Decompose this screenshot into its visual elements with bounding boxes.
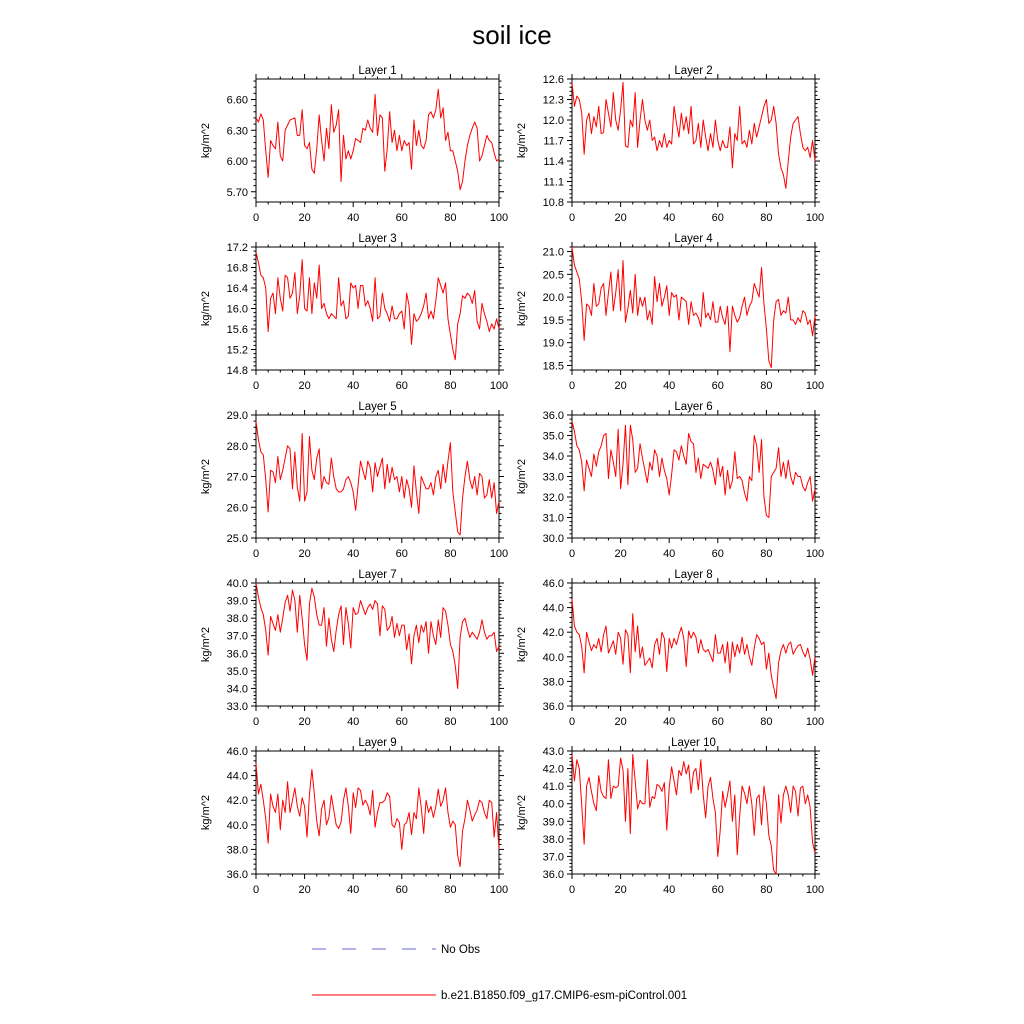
- y-tick-label: 36.0: [542, 701, 564, 713]
- x-tick-label: 100: [805, 716, 825, 728]
- x-tick-label: 100: [805, 212, 825, 224]
- y-tick-label: 6.30: [226, 125, 248, 138]
- y-tick-label: 37.0: [226, 630, 248, 643]
- x-tick-label: 60: [711, 212, 724, 224]
- x-tick-label: 40: [663, 884, 676, 896]
- plot-frame: [572, 751, 815, 874]
- y-tick-label: 36.0: [226, 869, 248, 881]
- x-tick-label: 60: [395, 212, 408, 224]
- y-tick-label: 12.0: [542, 115, 564, 127]
- panel-title: Layer 7: [358, 569, 397, 581]
- y-tick-label: 15.6: [226, 324, 248, 336]
- panel-title: Layer 2: [674, 65, 713, 77]
- x-tick-label: 0: [252, 548, 260, 560]
- y-tick-label: 29.0: [226, 410, 248, 422]
- x-tick-label: 100: [805, 380, 825, 392]
- x-tick-label: 40: [663, 716, 676, 728]
- y-tick-label: 38.0: [542, 676, 564, 689]
- y-tick-label: 21.0: [542, 246, 564, 259]
- chart-panel-layer-9: [200, 737, 508, 896]
- y-tick-label: 39.0: [226, 595, 248, 608]
- y-tick-label: 46.0: [542, 578, 564, 590]
- y-tick-label: 11.4: [543, 156, 564, 168]
- series-line-1: [572, 421, 815, 517]
- panel-title: Layer 10: [671, 737, 716, 749]
- y-tick-label: 38.0: [542, 833, 564, 846]
- plot-frame: [256, 583, 499, 706]
- x-tick-label: 20: [614, 212, 627, 224]
- y-tick-label: 33.0: [226, 701, 248, 713]
- y-tick-label: 11.1: [543, 176, 564, 189]
- y-tick-label: 36.0: [226, 648, 248, 661]
- chart-panel-layer-7: [200, 569, 508, 728]
- y-tick-label: 42.0: [542, 627, 564, 640]
- x-tick-label: 20: [298, 716, 311, 728]
- y-tick-label: 35.0: [226, 665, 248, 678]
- panel-title: Layer 1: [358, 65, 397, 77]
- y-tick-label: 28.0: [226, 440, 248, 453]
- y-axis-title: kg/m^2: [516, 626, 528, 663]
- x-tick-label: 80: [760, 380, 773, 392]
- y-tick-label: 12.6: [542, 74, 564, 86]
- y-tick-label: 40.0: [226, 578, 248, 590]
- x-tick-label: 40: [663, 548, 676, 560]
- x-tick-label: 80: [444, 380, 457, 392]
- y-tick-label: 33.0: [542, 471, 564, 484]
- x-tick-label: 100: [489, 548, 509, 560]
- y-tick-label: 36.0: [542, 869, 564, 881]
- x-tick-label: 100: [489, 380, 509, 392]
- y-tick-label: 44.0: [542, 602, 564, 615]
- y-axis-title: kg/m^2: [516, 794, 528, 831]
- y-tick-label: 27.0: [226, 471, 248, 484]
- y-tick-label: 20.5: [542, 269, 564, 282]
- series-line-1: [256, 421, 499, 535]
- series-line-1: [572, 247, 815, 368]
- y-axis-title: kg/m^2: [200, 794, 212, 831]
- x-tick-label: 20: [298, 884, 311, 896]
- x-tick-label: 20: [614, 884, 627, 896]
- y-tick-label: 34.0: [226, 683, 248, 696]
- y-tick-label: 26.0: [226, 502, 248, 515]
- series-line-1: [256, 89, 499, 189]
- x-tick-label: 0: [252, 884, 260, 896]
- x-tick-label: 60: [395, 884, 408, 896]
- legend-no-obs-label: No Obs: [441, 944, 480, 956]
- x-tick-label: 80: [444, 716, 457, 728]
- x-tick-label: 0: [568, 212, 576, 224]
- y-axis-title: kg/m^2: [200, 122, 212, 159]
- y-tick-label: 35.0: [542, 430, 564, 443]
- y-tick-label: 43.0: [542, 746, 564, 758]
- y-tick-label: 16.8: [226, 262, 248, 275]
- panel-title: Layer 6: [674, 401, 713, 413]
- y-tick-label: 44.0: [226, 770, 248, 783]
- x-tick-label: 20: [614, 380, 627, 392]
- plot-frame: [572, 583, 815, 706]
- x-tick-label: 0: [568, 380, 576, 392]
- x-tick-label: 80: [760, 716, 773, 728]
- panel-title: Layer 4: [674, 233, 713, 245]
- x-tick-label: 100: [489, 212, 509, 224]
- y-tick-label: 18.5: [542, 360, 564, 373]
- x-tick-label: 20: [298, 548, 311, 560]
- chart-panel-layer-1: [200, 65, 508, 224]
- chart-panel-layer-5: [200, 401, 508, 560]
- x-tick-label: 60: [711, 884, 724, 896]
- x-tick-label: 0: [568, 548, 576, 560]
- x-tick-label: 0: [568, 884, 576, 896]
- chart-panel-layer-8: [516, 569, 824, 728]
- y-tick-label: 11.7: [543, 135, 564, 148]
- x-tick-label: 40: [347, 716, 360, 728]
- y-tick-label: 15.2: [226, 344, 248, 357]
- y-axis-title: kg/m^2: [200, 458, 212, 495]
- x-tick-label: 80: [760, 548, 773, 560]
- legend: [312, 944, 687, 1002]
- x-tick-label: 60: [711, 380, 724, 392]
- plot-frame: [572, 247, 815, 370]
- plot-frame: [256, 79, 499, 202]
- y-axis-title: kg/m^2: [200, 626, 212, 663]
- chart-panel-layer-6: [516, 401, 824, 560]
- chart-panel-layer-2: [516, 65, 824, 224]
- y-tick-label: 5.70: [226, 186, 248, 199]
- x-tick-label: 20: [298, 212, 311, 224]
- y-tick-label: 16.0: [226, 303, 248, 316]
- x-tick-label: 20: [614, 716, 627, 728]
- series-line-1: [256, 252, 499, 360]
- x-tick-label: 0: [252, 212, 260, 224]
- x-tick-label: 0: [252, 380, 260, 392]
- x-tick-label: 60: [395, 380, 408, 392]
- y-tick-label: 12.3: [542, 94, 564, 107]
- chart-panel-layer-4: [516, 233, 824, 392]
- y-tick-label: 36.0: [542, 410, 564, 422]
- x-tick-label: 80: [444, 212, 457, 224]
- y-tick-label: 38.0: [226, 613, 248, 626]
- x-tick-label: 80: [760, 212, 773, 224]
- x-tick-label: 80: [444, 884, 457, 896]
- y-tick-label: 14.8: [226, 365, 248, 377]
- x-tick-label: 20: [614, 548, 627, 560]
- x-tick-label: 40: [347, 212, 360, 224]
- series-line-1: [572, 599, 815, 699]
- y-tick-label: 39.0: [542, 816, 564, 829]
- x-tick-label: 60: [395, 716, 408, 728]
- x-tick-label: 100: [489, 884, 509, 896]
- x-tick-label: 0: [568, 716, 576, 728]
- y-tick-label: 38.0: [226, 844, 248, 857]
- y-tick-label: 31.0: [542, 512, 564, 525]
- y-tick-label: 19.0: [542, 337, 564, 350]
- y-tick-label: 16.4: [226, 283, 248, 295]
- x-tick-label: 100: [805, 884, 825, 896]
- y-tick-label: 40.0: [226, 819, 248, 832]
- y-tick-label: 6.00: [226, 156, 248, 168]
- y-tick-label: 17.2: [226, 242, 248, 254]
- series-line-1: [572, 755, 815, 874]
- y-tick-label: 37.0: [542, 851, 564, 864]
- x-tick-label: 20: [298, 380, 311, 392]
- x-tick-label: 40: [347, 884, 360, 896]
- panel-title: Layer 3: [358, 233, 397, 245]
- x-tick-label: 80: [760, 884, 773, 896]
- panel-title: Layer 9: [358, 737, 397, 749]
- panel-title: Layer 5: [358, 401, 397, 413]
- x-tick-label: 40: [663, 212, 676, 224]
- y-tick-label: 40.0: [542, 798, 564, 811]
- x-tick-label: 0: [252, 716, 260, 728]
- series-line-1: [256, 763, 499, 866]
- y-tick-label: 30.0: [542, 533, 564, 545]
- x-tick-label: 100: [489, 716, 509, 728]
- x-tick-label: 40: [347, 380, 360, 392]
- plot-frame: [256, 247, 499, 370]
- y-tick-label: 46.0: [226, 746, 248, 758]
- y-tick-label: 42.0: [226, 795, 248, 808]
- x-tick-label: 60: [711, 548, 724, 560]
- y-axis-title: kg/m^2: [516, 122, 528, 159]
- y-tick-label: 41.0: [542, 781, 564, 794]
- y-tick-label: 34.0: [542, 451, 564, 463]
- legend-model-label: b.e21.B1850.f09_g17.CMIP6-esm-piControl.001: [441, 990, 688, 1002]
- y-tick-label: 10.8: [542, 197, 564, 209]
- y-tick-label: 6.60: [226, 94, 248, 107]
- x-tick-label: 40: [347, 548, 360, 560]
- x-tick-label: 60: [711, 716, 724, 728]
- x-tick-label: 100: [805, 548, 825, 560]
- y-tick-label: 20.0: [542, 292, 564, 305]
- y-tick-label: 40.0: [542, 651, 564, 664]
- y-tick-label: 32.0: [542, 492, 564, 504]
- figure-title: soil ice: [472, 20, 552, 50]
- panel-title: Layer 8: [674, 569, 713, 581]
- chart-panel-layer-10: [516, 737, 824, 896]
- chart-panel-layer-3: [200, 233, 508, 392]
- panels-grid: [200, 65, 824, 896]
- y-tick-label: 25.0: [226, 533, 248, 545]
- y-tick-label: 19.5: [542, 314, 564, 327]
- y-tick-label: 42.0: [542, 763, 564, 776]
- y-axis-title: kg/m^2: [200, 290, 212, 327]
- x-tick-label: 40: [663, 380, 676, 392]
- series-line-1: [572, 82, 815, 188]
- series-line-1: [256, 583, 499, 688]
- y-axis-title: kg/m^2: [516, 290, 528, 327]
- x-tick-label: 80: [444, 548, 457, 560]
- y-axis-title: kg/m^2: [516, 458, 528, 495]
- x-tick-label: 60: [395, 548, 408, 560]
